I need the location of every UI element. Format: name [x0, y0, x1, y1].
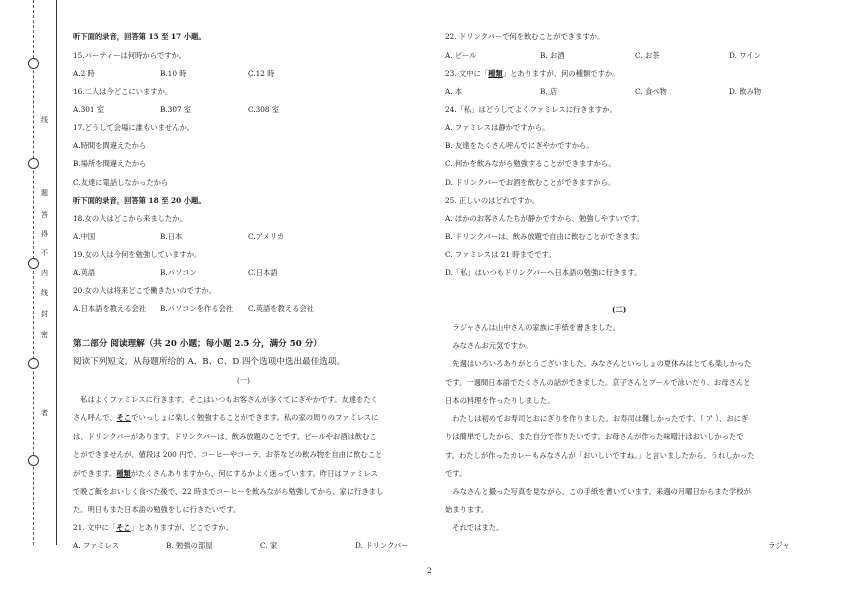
binding-char: 内 — [41, 269, 48, 277]
binding-char: 不 — [41, 249, 48, 257]
passage2-line: 先週はいろいろありがとうございました。みなさんといっしょの夏休みはとても楽しかった — [445, 359, 752, 368]
binding-char: 答 — [41, 211, 48, 219]
passage1-line: は、ドリンクバーがあります。ドリンクバーは、飲み放題のことです。ビールやお酒は飲むこ — [73, 432, 377, 441]
question-15: 15.パーティーは何時からですか。 — [73, 51, 187, 60]
question-25: 25. 正しいのはどれですか。 — [445, 196, 540, 205]
option: C.308 室 — [248, 105, 280, 114]
option: A. ほかのお客さんたちが静かですから、勉強しやすいです。 — [445, 214, 645, 223]
option: C.日本語 — [248, 268, 278, 277]
option: B. ドリンクバーは、飲み放題で自由に飲むことができます。 — [445, 232, 644, 241]
part2-title: 第二部分 阅读理解（共 20 小题；每小题 2.5 分，满分 50 分） — [73, 339, 322, 349]
binding-char: 者 — [41, 409, 48, 417]
option: D. ドリンクバーでお酒を飲むことができますから。 — [445, 178, 616, 187]
passage1-line: さん呼んで、そこでいっしょに楽しく勉強することができます。私の家の周りのファミレスに — [73, 413, 379, 422]
option: A.中国 — [73, 232, 96, 241]
passage2-line: す。わたしが作ったカレーもみなさんが「おいしいですね。」と言いましたから、うれしかった — [445, 451, 755, 460]
option: C. 家 — [260, 541, 278, 550]
option: B. 店 — [540, 87, 558, 96]
binding-hole — [28, 158, 39, 169]
option: D. 飲み物 — [729, 87, 762, 96]
question-19: 19.女の人は今何を勉強していますか。 — [73, 250, 202, 259]
option: C. 何かを飲みながら勉強することができますから。 — [445, 159, 616, 168]
option: C.アメリカ — [248, 232, 285, 241]
passage2-line: わたしは初めてお寿司とおにぎりを作りました。お寿司は難しかったです。（ ア ）、おにぎ — [445, 414, 749, 423]
binding-hole — [28, 258, 39, 269]
question-18: 18.女の人はどこから来ましたか。 — [73, 214, 187, 223]
question-21: 21. 文中に「そこ」とありますが、どこですか。 — [73, 523, 233, 532]
binding-char: 线 — [41, 116, 48, 124]
option: A.英語 — [73, 268, 96, 277]
option: A.301 室 — [73, 105, 105, 114]
option: A. 本 — [445, 87, 463, 96]
passage1-line: た。明日もまた日本語の勉強をしに行きたいです。 — [73, 505, 241, 514]
question-22: 22. ドリンクバーで何を飲むことができますか。 — [445, 32, 605, 41]
passage1-line: とができませんが、値段は 200 円で、コーヒーやコーラ、お茶などの飲み物を自由に飲むこと — [73, 450, 383, 459]
question-23: 23. 文中に「種類」とありますが、何の種類ですか。 — [445, 69, 620, 78]
binding-hole — [28, 58, 39, 69]
passage1-line: で晩ご飯をおいしく食べた後で、22 時までコーヒーを飲みながら勉強してから、家に行きまし — [73, 487, 384, 496]
option: B.307 室 — [160, 105, 192, 114]
section-header: 听下面的录音，回答第 15 至 17 小题。 — [73, 32, 206, 41]
option: A. ファミレスは静かですから。 — [445, 123, 550, 132]
option: C.友達に電話しなかったから — [73, 178, 169, 187]
option: B. 勉強の部屋 — [166, 541, 213, 550]
option: C. お茶 — [635, 51, 660, 60]
binding-char: 线 — [41, 289, 48, 297]
option: A. ファミレス — [73, 541, 120, 550]
margin-rule — [56, 0, 57, 545]
option: A.2 時 — [73, 69, 95, 78]
option: B.10 時 — [160, 69, 187, 78]
passage1-line: ができます。種類がたくさんありますから、何にするかよく迷っています。昨日はファミレス — [73, 469, 378, 478]
passage1-line: 私はよくファミレスに行きます。そこはいつもお客さんが多くてにぎやかです。友達をたく — [73, 395, 378, 404]
option: C. ファミレスは 21 時までです。 — [445, 250, 556, 259]
option: C.12 時 — [248, 69, 275, 78]
option: B.場所を間違えたから — [73, 159, 147, 168]
question-16: 16.二人は今どこにいますか。 — [73, 87, 173, 96]
underlined-keyword: そこ — [116, 523, 131, 532]
passage2-line: それではまた。 — [445, 523, 504, 532]
binding-hole — [28, 358, 39, 369]
option: D. ワイン — [729, 51, 761, 60]
option: B.日本 — [160, 232, 183, 241]
option: C.英語を教える会社 — [248, 304, 315, 313]
passage1-title: (一) — [237, 376, 250, 385]
option: A. ビール — [445, 51, 477, 60]
option: D.「私」はいつもドリンクバーへ日本語の勉強に行きます。 — [445, 268, 642, 277]
section-header: 听下面的录音，回答第 18 至 20 小题。 — [73, 196, 206, 205]
underlined-keyword: 種類 — [488, 69, 503, 78]
passage2-line: ラジャさんは山中さんの家族に手紙を書きました。 — [445, 323, 620, 332]
underlined-keyword: 種類 — [116, 469, 131, 478]
option: B. 友達をたくさん呼んでにぎやかですから。 — [445, 141, 594, 150]
binding-char: 封 — [41, 310, 48, 318]
question-17: 17.どうして会場に誰もいませんか。 — [73, 123, 195, 132]
passage2-line: です。一週間日本語でたくさんの話ができました。京子さんとプールで泳いだり、お母さんと — [445, 378, 751, 387]
passage2-line: みなさんお元気ですか。 — [445, 341, 533, 350]
passage2-line: みなさんと撮った写真を見ながら、この手紙を書いています。来週の月曜日からまた学校が — [445, 487, 751, 496]
passage2-line: です。 — [445, 469, 467, 478]
underlined-keyword: そこ — [116, 413, 132, 422]
passage2-line: 始まります。 — [445, 505, 489, 514]
passage2-line: 日本の料理を作ったりしました。 — [445, 396, 555, 405]
signature: ラジャ — [768, 541, 790, 550]
option: A.日本語を教える会社 — [73, 304, 147, 313]
part2-instruction: 阅读下列短文，从每题所给的 A、B、C、D 四个选项中选出最佳选项。 — [73, 357, 346, 367]
question-24: 24.「私」はどうしてよくファミレスに行きますか。 — [445, 105, 617, 114]
binding-char: 题 — [41, 189, 48, 197]
option: B.パソコンを作る会社 — [160, 304, 234, 313]
passage2-line: りは簡単でしたから、また自分で作りたいです。お母さんが作った味噌汁はおいしかったで — [445, 432, 744, 441]
binding-margin — [0, 0, 60, 595]
option: A.時間を間違えたから — [73, 141, 147, 150]
option: B. お酒 — [540, 51, 565, 60]
option: C. 食べ物 — [635, 87, 667, 96]
option: D. ドリンクバー — [355, 541, 409, 550]
binding-char: 密 — [41, 331, 48, 339]
page-number: 2 — [427, 566, 432, 575]
binding-char: 得 — [41, 230, 48, 238]
passage2-title: (二) — [612, 305, 627, 314]
binding-hole — [28, 455, 39, 466]
question-20: 20.女の人は将来どこで働きたいのですか。 — [73, 286, 216, 295]
option: B.パソコン — [160, 268, 197, 277]
